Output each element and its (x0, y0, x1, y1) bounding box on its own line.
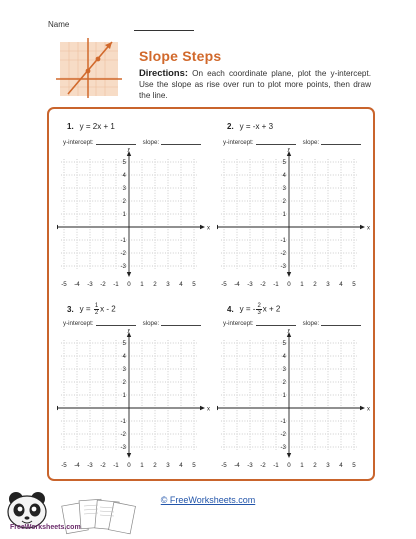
y-tick-label: -1 (120, 237, 126, 245)
x-axis-arrow (360, 225, 365, 229)
slope-label: slope: (142, 139, 160, 146)
y-tick-label: -1 (120, 418, 126, 426)
y-axis-label: y (127, 329, 131, 333)
coordinate-plane[interactable] (217, 148, 371, 294)
x-tick-label: -4 (234, 462, 240, 469)
x-tick-label: -2 (260, 462, 266, 469)
problem-number: 1. (67, 122, 74, 131)
answer-fields (223, 139, 368, 146)
y-tick-label: 1 (282, 392, 286, 400)
x-tick-label: 4 (179, 281, 183, 288)
footer-link[interactable]: © FreeWorksheets.com (160, 495, 256, 505)
x-axis-label: x (367, 406, 370, 413)
intercept-label: y-intercept: (223, 320, 254, 327)
x-tick-label: -5 (61, 281, 67, 288)
x-tick-label: 0 (127, 462, 131, 469)
y-axis-label: y (127, 148, 131, 152)
x-tick-label: -1 (273, 462, 279, 469)
logo-text: FreeWorksheets.com (10, 524, 81, 531)
answer-fields (63, 320, 208, 327)
problem-2 (213, 112, 373, 292)
equation-prefix: y = - (239, 304, 256, 314)
problem-3 (53, 293, 213, 473)
y-tick-label: -3 (280, 444, 286, 452)
y-tick-label: 4 (122, 353, 126, 361)
x-tick-label: 0 (127, 281, 131, 288)
x-tick-label: 5 (192, 462, 196, 469)
intercept-label: y-intercept: (63, 320, 94, 327)
x-tick-label: -5 (61, 462, 67, 469)
fraction (94, 303, 99, 316)
x-tick-label: -2 (100, 462, 106, 469)
x-tick-label: 2 (153, 281, 157, 288)
name-label: Name (48, 20, 70, 29)
x-tick-label: -1 (113, 462, 119, 469)
y-tick-label: 2 (122, 198, 126, 206)
x-axis-arrow (57, 225, 58, 229)
x-axis-arrow (217, 225, 218, 229)
y-tick-label: 3 (282, 185, 286, 193)
problem-equation (67, 303, 116, 316)
x-tick-label: 4 (339, 462, 343, 469)
problem-equation (67, 122, 115, 131)
y-tick-label: 3 (122, 366, 126, 374)
slope-label: slope: (302, 139, 320, 146)
coordinate-plane[interactable] (57, 148, 211, 294)
equation-suffix: x + 2 (262, 304, 281, 314)
y-tick-label: 1 (282, 211, 286, 219)
y-axis-arrow (127, 453, 131, 458)
y-tick-label: 5 (122, 340, 126, 348)
x-tick-label: 2 (313, 281, 317, 288)
x-tick-label: 1 (140, 281, 144, 288)
intercept-label: y-intercept: (63, 139, 94, 146)
problems-frame (47, 107, 375, 481)
problem-number: 3. (67, 304, 74, 314)
y-tick-label: 5 (122, 159, 126, 167)
y-axis-arrow (287, 453, 291, 458)
y-tick-label: -3 (120, 444, 126, 452)
problem-1 (53, 112, 213, 292)
y-tick-label: 1 (122, 392, 126, 400)
x-tick-label: -4 (74, 462, 80, 469)
slope-label: slope: (142, 320, 160, 327)
x-tick-label: 3 (326, 462, 330, 469)
y-tick-label: -1 (280, 237, 286, 245)
problem-number: 4. (227, 304, 234, 314)
directions (139, 67, 371, 101)
y-tick-label: 2 (122, 379, 126, 387)
x-tick-label: 1 (140, 462, 144, 469)
answer-fields (223, 320, 368, 327)
y-tick-label: -2 (280, 431, 286, 439)
x-tick-label: -4 (234, 281, 240, 288)
y-tick-label: 2 (282, 198, 286, 206)
x-tick-label: -1 (113, 281, 119, 288)
x-axis-arrow (360, 406, 365, 410)
x-tick-label: 0 (287, 281, 291, 288)
intercept-answer-line[interactable] (96, 144, 136, 145)
name-line[interactable] (134, 30, 194, 31)
slope-answer-line[interactable] (321, 325, 361, 326)
x-tick-label: 4 (339, 281, 343, 288)
x-tick-label: -1 (273, 281, 279, 288)
equation-prefix: y = (79, 304, 91, 314)
problem-equation (227, 122, 273, 131)
y-tick-label: -2 (120, 250, 126, 258)
fraction (256, 303, 261, 316)
y-tick-label: 3 (122, 185, 126, 193)
y-tick-label: -2 (120, 431, 126, 439)
fraction-numerator: 1 (94, 303, 99, 309)
x-axis-arrow (200, 406, 205, 410)
y-tick-label: 4 (282, 172, 286, 180)
x-tick-label: 3 (326, 281, 330, 288)
x-tick-label: -3 (247, 281, 253, 288)
x-tick-label: -3 (247, 462, 253, 469)
x-tick-label: -3 (87, 462, 93, 469)
x-tick-label: -5 (221, 462, 227, 469)
slope-answer-line[interactable] (161, 144, 201, 145)
slope-label: slope: (302, 320, 320, 327)
y-tick-label: 5 (282, 159, 286, 167)
y-tick-label: 3 (282, 366, 286, 374)
y-axis-label: y (287, 329, 291, 333)
x-tick-label: -2 (100, 281, 106, 288)
x-tick-label: 2 (313, 462, 317, 469)
x-axis-arrow (200, 225, 205, 229)
x-tick-label: 5 (192, 281, 196, 288)
x-tick-label: 3 (166, 281, 170, 288)
intercept-label: y-intercept: (223, 139, 254, 146)
x-tick-label: 1 (300, 281, 304, 288)
problem-number: 2. (227, 122, 234, 131)
x-tick-label: -2 (260, 281, 266, 288)
x-tick-label: 4 (179, 462, 183, 469)
y-tick-label: 2 (282, 379, 286, 387)
y-tick-label: 5 (282, 340, 286, 348)
y-tick-label: 4 (122, 172, 126, 180)
y-axis-label: y (287, 148, 291, 152)
x-tick-label: 3 (166, 462, 170, 469)
x-tick-label: -4 (74, 281, 80, 288)
header-graph-icon (54, 36, 130, 100)
problem-4 (213, 293, 373, 473)
slope-answer-line[interactable] (321, 144, 361, 145)
x-axis-label: x (207, 225, 210, 232)
worksheet-title: Slope Steps (139, 48, 222, 64)
name-row (48, 20, 198, 34)
x-axis-label: x (367, 225, 370, 232)
fraction-numerator: 2 (257, 303, 261, 309)
directions-text: On each coordinate plane, plot the y-intercept. Use the slope as rise over run to plot more points, then draw the line. (139, 69, 371, 100)
coordinate-plane[interactable] (57, 329, 211, 475)
equation-text: y = -x + 3 (239, 122, 274, 131)
y-tick-label: -2 (280, 250, 286, 258)
x-tick-label: 0 (287, 462, 291, 469)
problem-equation (227, 303, 280, 316)
coordinate-plane[interactable] (217, 329, 371, 475)
x-tick-label: 2 (153, 462, 157, 469)
y-tick-label: 1 (122, 211, 126, 219)
x-tick-label: 1 (300, 462, 304, 469)
x-tick-label: 5 (352, 462, 356, 469)
y-axis-arrow (287, 272, 291, 277)
slope-answer-line[interactable] (161, 325, 201, 326)
equation-suffix: x - 2 (100, 304, 116, 314)
x-axis-label: x (207, 406, 210, 413)
directions-label: Directions: (139, 67, 188, 78)
x-tick-label: -5 (221, 281, 227, 288)
x-axis-arrow (57, 406, 58, 410)
fraction-denominator: 2 (94, 310, 99, 316)
y-tick-label: -3 (120, 263, 126, 271)
x-tick-label: 5 (352, 281, 356, 288)
equation-text: y = 2x + 1 (79, 122, 115, 131)
x-tick-label: -3 (87, 281, 93, 288)
fraction-denominator: 3 (257, 310, 261, 316)
y-tick-label: 4 (282, 353, 286, 361)
intercept-answer-line[interactable] (256, 144, 296, 145)
answer-fields (63, 139, 208, 146)
intercept-answer-line[interactable] (256, 325, 296, 326)
y-tick-label: -3 (280, 263, 286, 271)
y-tick-label: -1 (280, 418, 286, 426)
x-axis-arrow (217, 406, 218, 410)
y-axis-arrow (127, 272, 131, 277)
intercept-answer-line[interactable] (96, 325, 136, 326)
